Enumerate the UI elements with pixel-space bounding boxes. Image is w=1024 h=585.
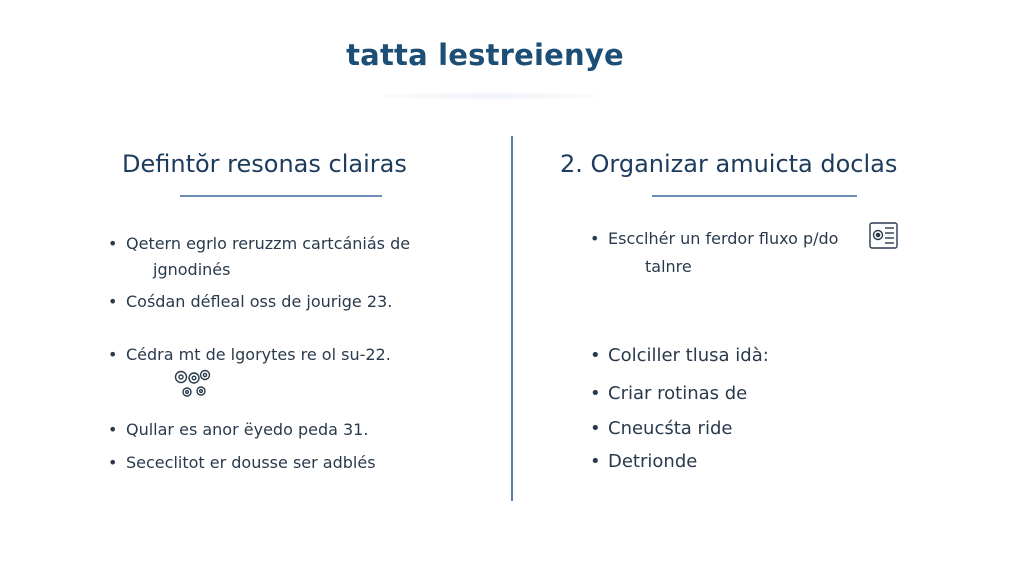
left-bullet-4-text: Qullar es anor ёyedo peda 31. [126, 420, 369, 439]
left-bullet-1 [108, 234, 410, 253]
bullet-dot: • [108, 292, 118, 311]
right-bullet-1-continuation: talnre [645, 257, 692, 276]
right-bullet-1-text: Escclhér un ferdor fluxo p/do [608, 229, 839, 248]
document-list-icon [869, 222, 899, 250]
bullet-dot: • [590, 229, 600, 248]
bullet-dot: • [590, 451, 601, 472]
bullet-dot: • [108, 234, 118, 253]
right-bullet-4-text: Cneucśta ride [608, 418, 733, 439]
left-bullet-3-text: Cédra mt de lgorytes re ol su-22. [126, 345, 391, 364]
bullet-dot: • [108, 453, 118, 472]
bullet-dot: • [590, 345, 601, 366]
left-bullet-5-text: Sececlitot er dousse ser adblés [126, 453, 376, 472]
left-bullet-2 [108, 292, 392, 311]
title-underglow [380, 92, 600, 100]
right-bullet-3-text: Criar rotinas de [608, 383, 748, 404]
gears-icon [172, 368, 216, 402]
bullet-dot: • [590, 383, 601, 404]
right-bullet-5-text: Detrionde [608, 451, 698, 472]
bullet-dot: • [108, 420, 118, 439]
left-bullet-3 [108, 345, 391, 364]
bullet-dot: • [108, 345, 118, 364]
right-bullet-5 [590, 451, 697, 472]
left-column-heading: Defintŏr resonas clairas [122, 150, 407, 178]
column-divider [511, 136, 513, 501]
right-bullet-2 [590, 345, 769, 366]
left-heading-underline [180, 195, 382, 197]
left-bullet-5 [108, 453, 376, 472]
left-bullet-1-text: Qetern egrlo reruzzm cartcániás de [126, 234, 411, 253]
right-bullet-3 [590, 383, 747, 404]
slide-title: tatta lestreienye [346, 38, 624, 72]
right-bullet-1 [590, 229, 838, 248]
right-column-heading: 2. Organizar amuicta doclas [560, 150, 898, 178]
left-bullet-1-continuation: jgnodinés [153, 260, 231, 279]
bullet-dot: • [590, 418, 601, 439]
right-bullet-4 [590, 418, 732, 439]
right-heading-underline [652, 195, 857, 197]
right-bullet-2-text: Colciller tlusa idà: [608, 345, 769, 366]
left-bullet-4 [108, 420, 368, 439]
left-bullet-2-text: Cośdan défleal oss de jourige 23. [126, 292, 393, 311]
